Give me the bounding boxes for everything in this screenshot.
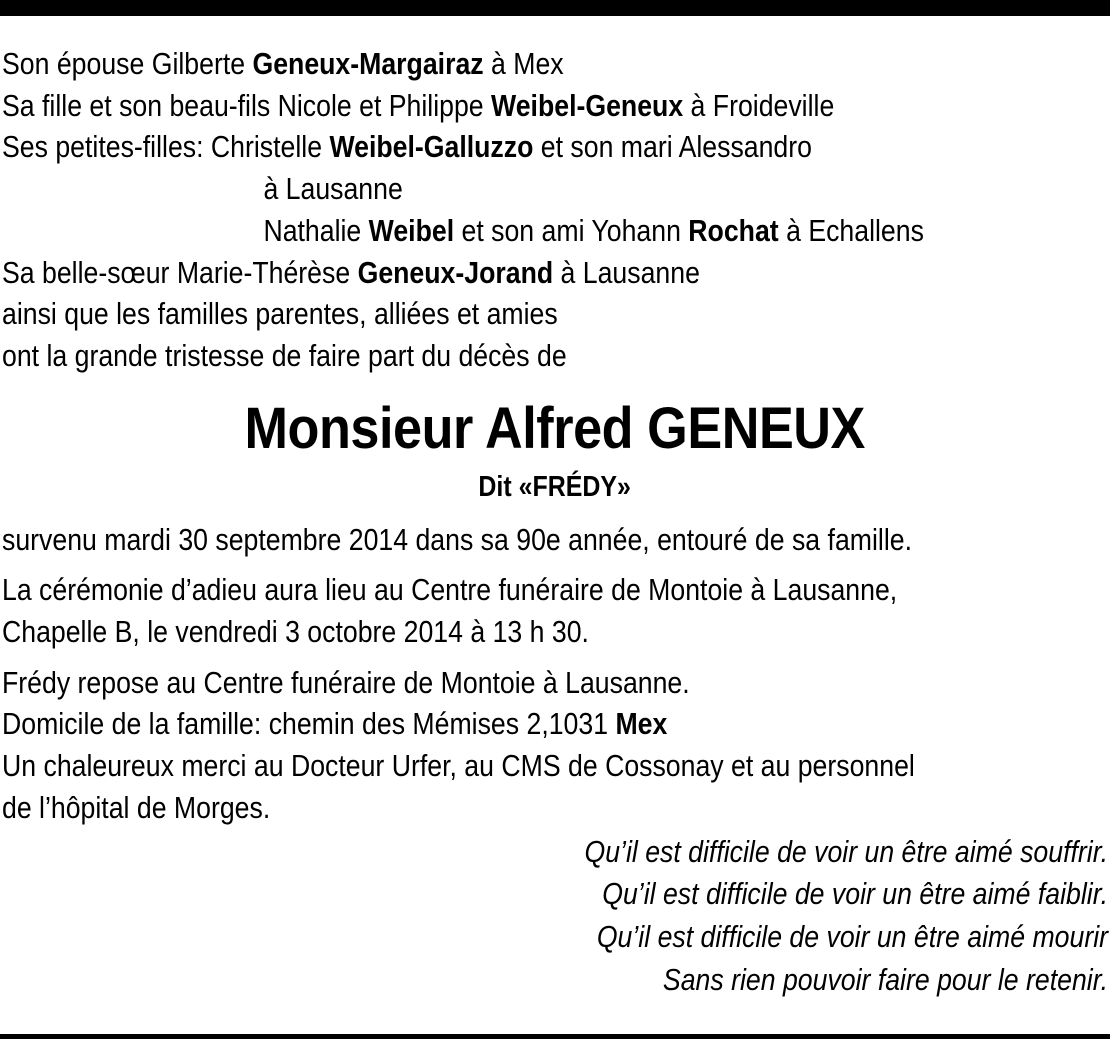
family-place: à Lausanne xyxy=(263,171,403,207)
family-surname: Rochat xyxy=(688,212,779,248)
family-text: Son épouse Gilberte xyxy=(2,46,253,81)
family-line-spouse xyxy=(2,43,953,85)
obituary-notice xyxy=(2,43,1108,1001)
family-text: ainsi que les familles parentes, alliées et amies xyxy=(2,296,558,332)
family-line-granddaughter-2 xyxy=(2,210,953,252)
announcement-line xyxy=(2,335,953,377)
family-line-granddaughter-1-place xyxy=(2,168,953,210)
family-line-sister-in-law xyxy=(2,252,953,294)
family-surname: Weibel-Galluzzo xyxy=(329,129,534,165)
poem-line: Qu’il est difficile de voir un être aimé mourir xyxy=(596,918,1108,954)
thanks-line-2: de l’hôpital de Morges. xyxy=(2,789,271,825)
family-surname: Weibel-Geneux xyxy=(491,87,684,123)
poem-line: Qu’il est difficile de voir un être aimé souffrir. xyxy=(584,833,1108,869)
family-text: Nathalie xyxy=(263,212,369,248)
family-place: à Lausanne xyxy=(553,254,700,290)
family-text: Sa fille et son beau-fils Nicole et Philippe xyxy=(2,87,492,123)
poem-line: Qu’il est difficile de voir un être aimé faiblir. xyxy=(602,876,1108,912)
announcement-text: ont la grande tristesse de faire part du décès de xyxy=(2,337,567,373)
deceased-name: Monsieur Alfred GENEUX xyxy=(244,395,866,461)
rest-location: Frédy repose au Centre funéraire de Montoie à Lausanne. xyxy=(2,664,690,700)
poem-line: Sans rien pouvoir faire pour le retenir. xyxy=(662,961,1108,997)
family-place: à Mex xyxy=(483,46,564,81)
family-domicile xyxy=(2,703,953,745)
domicile-address: Domicile de la famille: chemin des Mémises 2,1031 xyxy=(2,706,616,742)
family-text: et son ami Yohann xyxy=(454,212,689,248)
family-surname: Weibel xyxy=(368,212,455,248)
family-surname: Geneux-Jorand xyxy=(357,254,554,290)
family-line-daughter xyxy=(2,85,953,127)
family-text: et son mari Alessandro xyxy=(533,129,812,165)
thanks-line-1: Un chaleureux merci au Docteur Urfer, au CMS de Cossonay et au personnel xyxy=(2,748,915,784)
ceremony-line-2: Chapelle B, le vendredi 3 octobre 2014 à 13 h 30. xyxy=(2,614,589,650)
family-text: Sa belle-sœur Marie-Thérèse xyxy=(2,254,358,290)
family-surname: Geneux-Margairaz xyxy=(252,46,484,81)
deceased-nickname: Dit «FRÉDY» xyxy=(478,470,632,503)
domicile-town: Mex xyxy=(615,706,668,742)
poem xyxy=(2,831,1108,1002)
top-rule xyxy=(0,0,1110,16)
ceremony-line-1: La cérémonie d’adieu aura lieu au Centre funéraire de Montoie à Lausanne, xyxy=(2,572,898,608)
family-text: Ses petites-filles: Christelle xyxy=(2,129,330,165)
family-line-granddaughter-1 xyxy=(2,126,953,168)
family-place: à Froideville xyxy=(683,87,835,123)
family-place: à Echallens xyxy=(778,212,924,248)
bottom-rule xyxy=(0,1034,1110,1039)
deceased-block xyxy=(2,393,1108,507)
death-details: survenu mardi 30 septembre 2014 dans sa 90e année, entouré de sa famille. xyxy=(2,521,912,557)
family-line-relatives xyxy=(2,293,953,335)
